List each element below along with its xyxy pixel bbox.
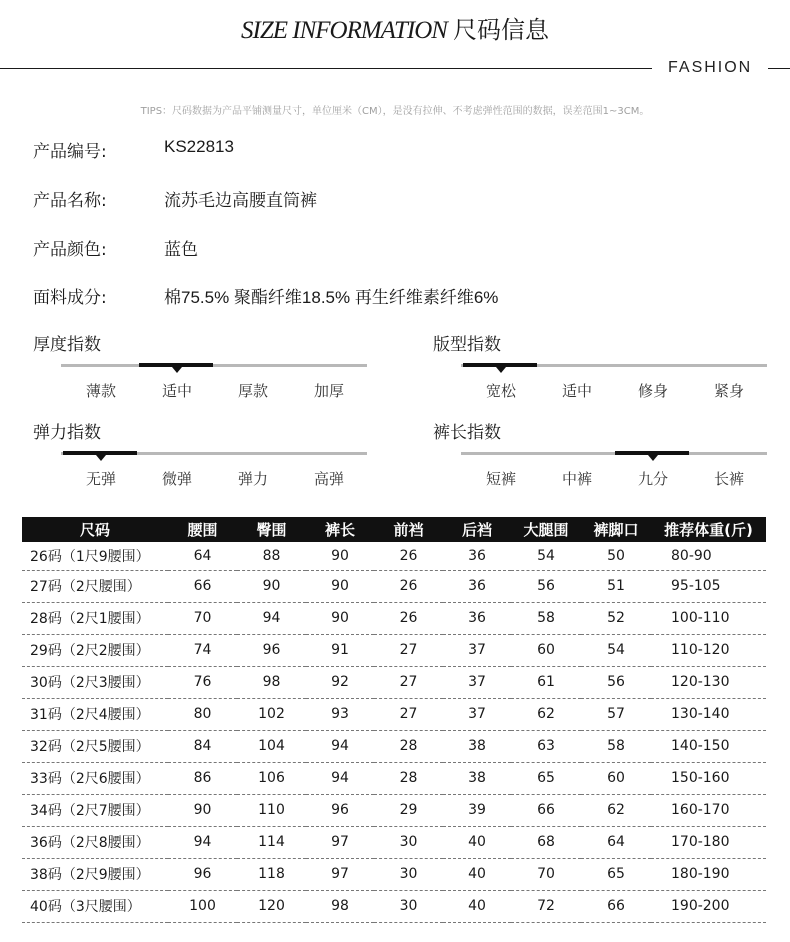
- measurement-cell: 90: [237, 570, 306, 602]
- measurement-cell: 97: [306, 826, 374, 858]
- table-row: [22, 794, 766, 826]
- scale-option: 修身: [637, 382, 668, 400]
- table-row: [22, 570, 766, 602]
- scale-pointer-icon: [648, 455, 658, 461]
- measurement-cell: 96: [306, 794, 374, 826]
- measurement-cell: 38: [443, 762, 511, 794]
- measurement-cell: 36: [443, 570, 511, 602]
- measurement-cell: 80: [168, 698, 237, 730]
- header-divider-right: [768, 68, 790, 69]
- size-cell: 36码（2尺8腰围）: [22, 826, 168, 858]
- measurement-cell: 96: [168, 858, 237, 890]
- measurement-cell: 38: [443, 730, 511, 762]
- measurement-cell: 26: [374, 570, 443, 602]
- measurement-cell: 64: [581, 826, 651, 858]
- size-cell: 33码（2尺6腰围）: [22, 762, 168, 794]
- scale-pointer-icon: [172, 367, 182, 373]
- measurement-cell: 88: [237, 542, 306, 570]
- scale-title: 厚度指数: [33, 335, 101, 355]
- measurement-cell: 94: [306, 730, 374, 762]
- scale-option: 厚款: [237, 382, 268, 400]
- measurement-cell: 63: [511, 730, 581, 762]
- measurement-cell: 62: [581, 794, 651, 826]
- measurement-cell: 66: [511, 794, 581, 826]
- scale-option: 无弹: [85, 470, 116, 488]
- scale-option: 弹力: [237, 470, 268, 488]
- measurement-cell: 86: [168, 762, 237, 794]
- scale-option: 长裤: [713, 470, 744, 488]
- measurement-cell: 26: [374, 602, 443, 634]
- size-table-body: [22, 542, 766, 922]
- measurement-cell: 96: [237, 634, 306, 666]
- title-chinese: 尺码信息: [452, 16, 549, 44]
- weight-cell: 190-200: [651, 890, 766, 922]
- measurement-cell: 97: [306, 858, 374, 890]
- info-value-fabric: 棉75.5% 聚酯纤维18.5% 再生纤维素纤维6%: [164, 288, 499, 307]
- measurement-cell: 37: [443, 666, 511, 698]
- size-cell: 28码（2尺1腰围）: [22, 602, 168, 634]
- measurement-cell: 27: [374, 666, 443, 698]
- measurement-cell: 91: [306, 634, 374, 666]
- table-row: [22, 858, 766, 890]
- info-label-name: 产品名称:: [33, 191, 107, 211]
- measurement-cell: 30: [374, 858, 443, 890]
- measurement-cell: 52: [581, 602, 651, 634]
- scale-option: 适中: [561, 382, 592, 400]
- scale-option: 宽松: [485, 382, 516, 400]
- scale-option: 加厚: [313, 382, 344, 400]
- measurement-cell: 62: [511, 698, 581, 730]
- measurement-cell: 98: [237, 666, 306, 698]
- table-row: [22, 634, 766, 666]
- measurement-cell: 92: [306, 666, 374, 698]
- size-cell: 40码（3尺腰围）: [22, 890, 168, 922]
- measurement-cell: 90: [306, 602, 374, 634]
- measurement-cell: 54: [511, 542, 581, 570]
- scale-option: 薄款: [85, 382, 116, 400]
- size-cell: 34码（2尺7腰围）: [22, 794, 168, 826]
- size-cell: 31码（2尺4腰围）: [22, 698, 168, 730]
- column-header: 尺码: [22, 517, 168, 542]
- weight-cell: 95-105: [651, 570, 766, 602]
- measurement-cell: 27: [374, 634, 443, 666]
- measurement-cell: 40: [443, 858, 511, 890]
- measurement-cell: 28: [374, 730, 443, 762]
- size-cell: 26码（1尺9腰围）: [22, 542, 168, 570]
- column-header: 裤脚口: [581, 517, 651, 542]
- info-label-fabric: 面料成分:: [33, 288, 107, 308]
- column-header: 裤长: [306, 517, 374, 542]
- measurement-cell: 54: [581, 634, 651, 666]
- measurement-cell: 65: [511, 762, 581, 794]
- measurement-cell: 70: [511, 858, 581, 890]
- weight-cell: 140-150: [651, 730, 766, 762]
- measurement-cell: 27: [374, 698, 443, 730]
- page-header: [0, 0, 790, 90]
- weight-cell: 170-180: [651, 826, 766, 858]
- measurement-cell: 120: [237, 890, 306, 922]
- measurement-cell: 68: [511, 826, 581, 858]
- size-cell: 29码（2尺2腰围）: [22, 634, 168, 666]
- info-value-color: 蓝色: [164, 240, 198, 259]
- header-divider-left: [0, 68, 652, 69]
- measurement-cell: 26: [374, 542, 443, 570]
- tips-note: TIPS：尺码数据为产品平铺测量尺寸，单位厘米（CM），是没有拉伸、不考虑弹性范围的数据，误差范围1~3CM。: [140, 106, 650, 117]
- measurement-cell: 60: [581, 762, 651, 794]
- scale-option: 微弹: [161, 470, 192, 488]
- measurement-cell: 72: [511, 890, 581, 922]
- measurement-cell: 61: [511, 666, 581, 698]
- measurement-cell: 39: [443, 794, 511, 826]
- size-table-header: [22, 517, 766, 542]
- measurement-cell: 50: [581, 542, 651, 570]
- info-label-color: 产品颜色:: [33, 240, 107, 260]
- header-row: [22, 517, 766, 542]
- column-header: 前裆: [374, 517, 443, 542]
- measurement-cell: 36: [443, 542, 511, 570]
- measurement-cell: 93: [306, 698, 374, 730]
- weight-cell: 110-120: [651, 634, 766, 666]
- measurement-cell: 84: [168, 730, 237, 762]
- measurement-cell: 94: [237, 602, 306, 634]
- weight-cell: 160-170: [651, 794, 766, 826]
- measurement-cell: 64: [168, 542, 237, 570]
- scale-option: 中裤: [561, 470, 592, 488]
- scale-option: 短裤: [485, 470, 516, 488]
- scale-track: [61, 364, 367, 367]
- measurement-cell: 37: [443, 634, 511, 666]
- measurement-cell: 74: [168, 634, 237, 666]
- column-header: 推荐体重(斤): [651, 517, 766, 542]
- measurement-cell: 57: [581, 698, 651, 730]
- table-row: [22, 730, 766, 762]
- measurement-cell: 51: [581, 570, 651, 602]
- measurement-cell: 110: [237, 794, 306, 826]
- table-row: [22, 890, 766, 922]
- size-cell: 27码（2尺腰围）: [22, 570, 168, 602]
- measurement-cell: 40: [443, 826, 511, 858]
- measurement-cell: 36: [443, 602, 511, 634]
- scale-pointer-icon: [96, 455, 106, 461]
- table-row: [22, 666, 766, 698]
- measurement-cell: 90: [168, 794, 237, 826]
- scale-track: [461, 452, 767, 455]
- info-label-code: 产品编号:: [33, 142, 107, 162]
- table-row: [22, 826, 766, 858]
- measurement-cell: 58: [581, 730, 651, 762]
- measurement-cell: 118: [237, 858, 306, 890]
- scale-option: 紧身: [713, 382, 744, 400]
- scale-option: 高弹: [313, 470, 344, 488]
- measurement-cell: 76: [168, 666, 237, 698]
- measurement-cell: 28: [374, 762, 443, 794]
- scale-title: 弹力指数: [33, 423, 101, 443]
- table-row: [22, 542, 766, 570]
- measurement-cell: 94: [168, 826, 237, 858]
- measurement-cell: 90: [306, 570, 374, 602]
- scale-pointer-icon: [496, 367, 506, 373]
- weight-cell: 100-110: [651, 602, 766, 634]
- measurement-cell: 66: [581, 890, 651, 922]
- size-cell: 32码（2尺5腰围）: [22, 730, 168, 762]
- measurement-cell: 65: [581, 858, 651, 890]
- scale-length: [433, 418, 773, 498]
- measurement-cell: 60: [511, 634, 581, 666]
- scale-thickness: [33, 330, 373, 410]
- info-value-name: 流苏毛边高腰直筒裤: [164, 191, 317, 210]
- size-table: [22, 517, 766, 923]
- weight-cell: 150-160: [651, 762, 766, 794]
- measurement-cell: 30: [374, 826, 443, 858]
- column-header: 后裆: [443, 517, 511, 542]
- info-value-code: KS22813: [164, 137, 234, 156]
- weight-cell: 120-130: [651, 666, 766, 698]
- page-title: [0, 10, 790, 45]
- measurement-cell: 29: [374, 794, 443, 826]
- measurement-cell: 58: [511, 602, 581, 634]
- measurement-cell: 40: [443, 890, 511, 922]
- column-header: 臀围: [237, 517, 306, 542]
- measurement-cell: 98: [306, 890, 374, 922]
- weight-cell: 130-140: [651, 698, 766, 730]
- weight-cell: 180-190: [651, 858, 766, 890]
- measurement-cell: 106: [237, 762, 306, 794]
- column-header: 腰围: [168, 517, 237, 542]
- measurement-cell: 56: [511, 570, 581, 602]
- fashion-label: FASHION: [668, 59, 753, 76]
- measurement-cell: 104: [237, 730, 306, 762]
- table-row: [22, 762, 766, 794]
- size-cell: 30码（2尺3腰围）: [22, 666, 168, 698]
- column-header: 大腿围: [511, 517, 581, 542]
- scale-title: 版型指数: [433, 335, 501, 355]
- measurement-cell: 70: [168, 602, 237, 634]
- measurement-cell: 102: [237, 698, 306, 730]
- scale-fit: [433, 330, 773, 410]
- measurement-cell: 30: [374, 890, 443, 922]
- table-row: [22, 698, 766, 730]
- measurement-cell: 66: [168, 570, 237, 602]
- scale-elasticity: [33, 418, 373, 498]
- size-cell: 38码（2尺9腰围）: [22, 858, 168, 890]
- measurement-cell: 100: [168, 890, 237, 922]
- measurement-cell: 114: [237, 826, 306, 858]
- scale-option: 九分: [637, 470, 668, 488]
- measurement-cell: 94: [306, 762, 374, 794]
- measurement-cell: 90: [306, 542, 374, 570]
- weight-cell: 80-90: [651, 542, 766, 570]
- measurement-cell: 56: [581, 666, 651, 698]
- measurement-cell: 37: [443, 698, 511, 730]
- table-row: [22, 602, 766, 634]
- title-english: SIZE INFORMATION: [241, 17, 447, 44]
- scale-title: 裤长指数: [433, 423, 501, 443]
- scale-option: 适中: [161, 382, 192, 400]
